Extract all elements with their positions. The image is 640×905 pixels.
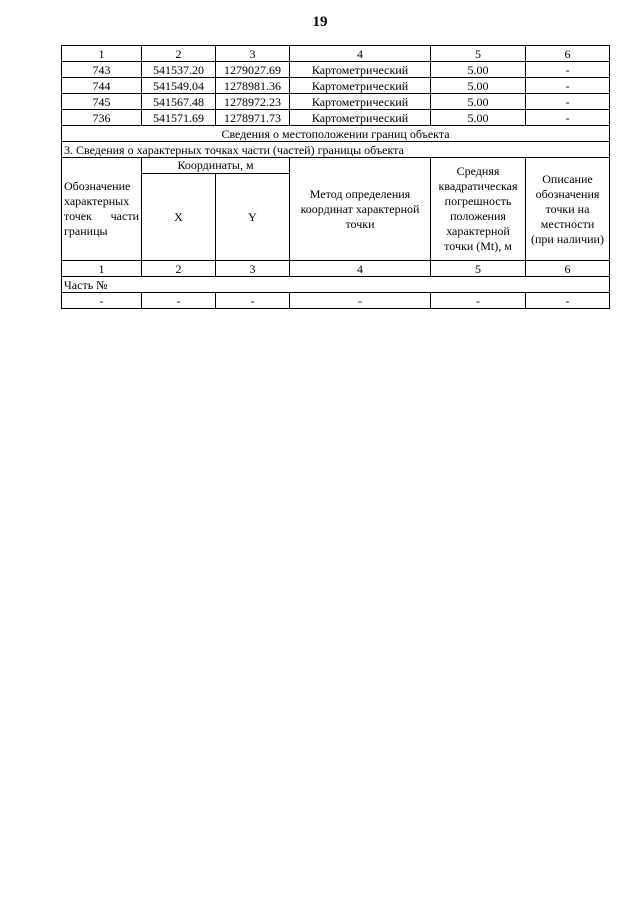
mt-value: 5.00 [431,78,526,94]
page-number: 19 [312,14,328,30]
header-x: X [142,174,216,261]
header-mt: Средняя квадратическая погрешность положения характерной точки (Mt), м [431,158,526,261]
section-title: Сведения о местоположении границ объекта [62,126,610,142]
column-number: 2 [142,261,216,277]
column-number: 1 [62,261,142,277]
empty-cell: - [62,293,142,309]
column-number: 3 [216,46,290,62]
method: Картометрический [290,78,431,94]
coordinate-x: 541567.48 [142,94,216,110]
point-designation: 744 [62,78,142,94]
point-designation: 743 [62,62,142,78]
part-label: Часть № [62,277,610,293]
header-coordinates: Координаты, м [142,158,290,174]
empty-cell: - [290,293,431,309]
table-row [62,62,610,78]
column-number: 3 [216,261,290,277]
coordinate-y: 1279027.69 [216,62,290,78]
description: - [526,110,610,126]
column-number: 1 [62,46,142,62]
point-designation: 736 [62,110,142,126]
method: Картометрический [290,62,431,78]
header-y: Y [216,174,290,261]
table-row [62,94,610,110]
table-row [62,110,610,126]
description: - [526,78,610,94]
table-row [62,293,610,309]
header-row [62,158,610,174]
part-label-row [62,277,610,293]
column-number-row [62,46,610,62]
column-number: 4 [290,46,431,62]
column-number: 5 [431,261,526,277]
empty-cell: - [142,293,216,309]
description: - [526,94,610,110]
mt-value: 5.00 [431,62,526,78]
coordinate-x: 541549.04 [142,78,216,94]
empty-cell: - [526,293,610,309]
header-description: Описание обозначения точки на местности (при наличии) [526,158,610,261]
coordinate-y: 1278971.73 [216,110,290,126]
header-designation: Обозначение характерных точек части границы [62,158,142,261]
column-number: 2 [142,46,216,62]
empty-cell: - [216,293,290,309]
column-number: 6 [526,46,610,62]
header-method: Метод определения координат характерной точки [290,158,431,261]
method: Картометрический [290,94,431,110]
point-designation: 745 [62,94,142,110]
mt-value: 5.00 [431,110,526,126]
column-number: 6 [526,261,610,277]
section-title-row [62,126,610,142]
subsection-title: 3. Сведения о характерных точках части (частей) границы объекта [62,142,610,158]
coordinate-x: 541537.20 [142,62,216,78]
column-number: 5 [431,46,526,62]
mt-value: 5.00 [431,94,526,110]
method: Картометрический [290,110,431,126]
subsection-title-row [62,142,610,158]
coordinate-y: 1278972.23 [216,94,290,110]
table-row [62,78,610,94]
column-number: 4 [290,261,431,277]
coordinate-x: 541571.69 [142,110,216,126]
description: - [526,62,610,78]
boundary-points-table [61,45,610,309]
column-number-row [62,261,610,277]
empty-cell: - [431,293,526,309]
coordinate-y: 1278981.36 [216,78,290,94]
